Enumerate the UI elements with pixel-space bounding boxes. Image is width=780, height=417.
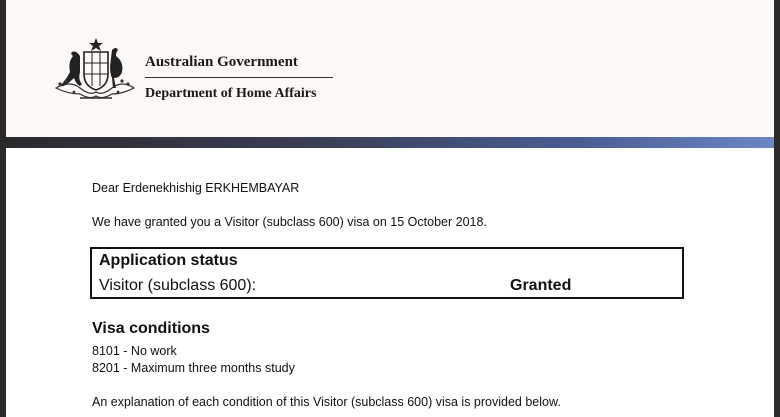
- visa-type-label: Visitor (subclass 600):: [99, 277, 257, 294]
- visa-grant-letter: [6, 0, 774, 417]
- department-name: Department of Home Affairs: [145, 86, 317, 101]
- salutation: Dear Erdenekhishig ERKHEMBAYAR: [92, 181, 300, 195]
- condition-item: 8101 - No work: [92, 344, 177, 358]
- visa-conditions-title: Visa conditions: [92, 320, 210, 337]
- grant-statement: We have granted you a Visitor (subclass 600) visa on 15 October 2018.: [92, 215, 487, 229]
- letterhead: [6, 0, 774, 137]
- application-status-box: [90, 247, 684, 299]
- conditions-explanation: An explanation of each condition of this Visitor (subclass 600) visa is provided below.: [92, 395, 561, 409]
- condition-item: 8201 - Maximum three months study: [92, 361, 295, 375]
- coat-of-arms-icon: [50, 36, 140, 102]
- government-name: Australian Government: [145, 54, 298, 70]
- application-status-title: Application status: [99, 252, 238, 269]
- letterhead-divider: [145, 77, 333, 78]
- status-value: Granted: [510, 277, 572, 294]
- header-band: [6, 137, 774, 148]
